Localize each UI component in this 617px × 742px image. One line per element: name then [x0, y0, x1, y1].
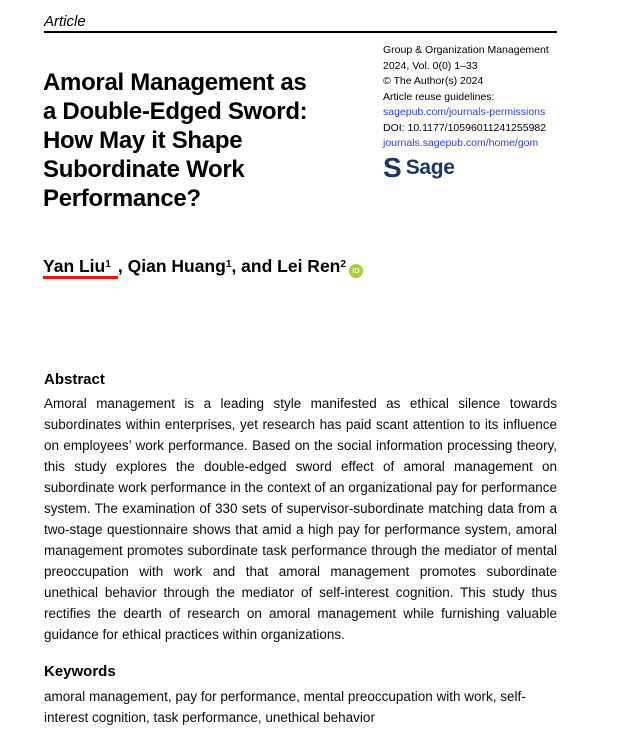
- keywords-heading: Keywords: [44, 663, 116, 680]
- title-line: a Double-Edged Sword:: [43, 98, 308, 126]
- author-name: Qian Huang: [127, 256, 226, 276]
- journal-masthead: [383, 43, 561, 183]
- title-line: Subordinate Work: [43, 156, 245, 184]
- journal-name: Group & Organization Management: [383, 44, 549, 56]
- volume-issue-pages: 2024, Vol. 0(0) 1–33: [383, 59, 478, 72]
- title-line: Amoral Management as: [43, 69, 307, 97]
- sage-logo: [383, 151, 561, 183]
- author-lei-ren: [277, 256, 363, 276]
- copyright-line: © The Author(s) 2024: [383, 75, 484, 87]
- affiliation-mark: 2: [340, 258, 347, 270]
- permissions-link[interactable]: sagepub.com/journals-permissions: [383, 106, 546, 118]
- abstract-heading: Abstract: [44, 371, 105, 388]
- author-separator-last: , and: [231, 256, 278, 276]
- author-name: Yan Liu: [43, 256, 106, 276]
- byline: [43, 254, 378, 282]
- keywords-section: [44, 662, 557, 728]
- header-divider: [44, 31, 557, 33]
- author-name: Lei Ren: [277, 256, 341, 276]
- doi-line: DOI: 10.1177/10596011241255982: [383, 121, 547, 134]
- sage-wordmark: Sage: [405, 155, 455, 179]
- orcid-icon[interactable]: iD: [349, 264, 363, 278]
- title-line: Performance?: [43, 185, 201, 213]
- keywords-text: amoral management, pay for performance, mental preoccupation with work, self-interest cognition, task performance, unethical behavior: [44, 689, 526, 725]
- reuse-guidelines-label: Article reuse guidelines:: [383, 90, 495, 103]
- article-type-kicker: Article: [44, 13, 86, 30]
- author-qian-huang: [128, 256, 232, 276]
- affiliation-mark: 1: [225, 258, 232, 270]
- affiliation-mark: 1: [105, 258, 111, 270]
- author-yan-liu: [43, 256, 118, 279]
- article-title: [43, 68, 388, 213]
- title-line: How May it Shape: [43, 127, 243, 155]
- journal-home-link[interactable]: journals.sagepub.com/home/gom: [383, 137, 539, 149]
- author-separator: ,: [117, 256, 128, 276]
- abstract-text: Amoral management is a leading style manifested as ethical silence towards subordinates within enterprises, yet research has paid scant attention to its influence on employees’ work performance. Based on the social information processing theory, this study explores the double-edged sword effect of amoral management on subordinate work performance in the context of an organizational pay for performance system. The examination of 330 sets of supervisor-subordinate matching data from a two-stage questionnaire shows that amid a high pay for performance system, amoral management promotes subordinate task performance through the mediator of mental preoccupation with work and that amoral management promotes subordinate unethical behavior through the mediator of self-interest cognition. This study thus rectifies the dearth of research on amoral management while furnishing valuable guidance for ethical practices within organizations.: [44, 396, 557, 642]
- abstract-section: [44, 370, 557, 645]
- sage-s-icon: S: [383, 151, 401, 183]
